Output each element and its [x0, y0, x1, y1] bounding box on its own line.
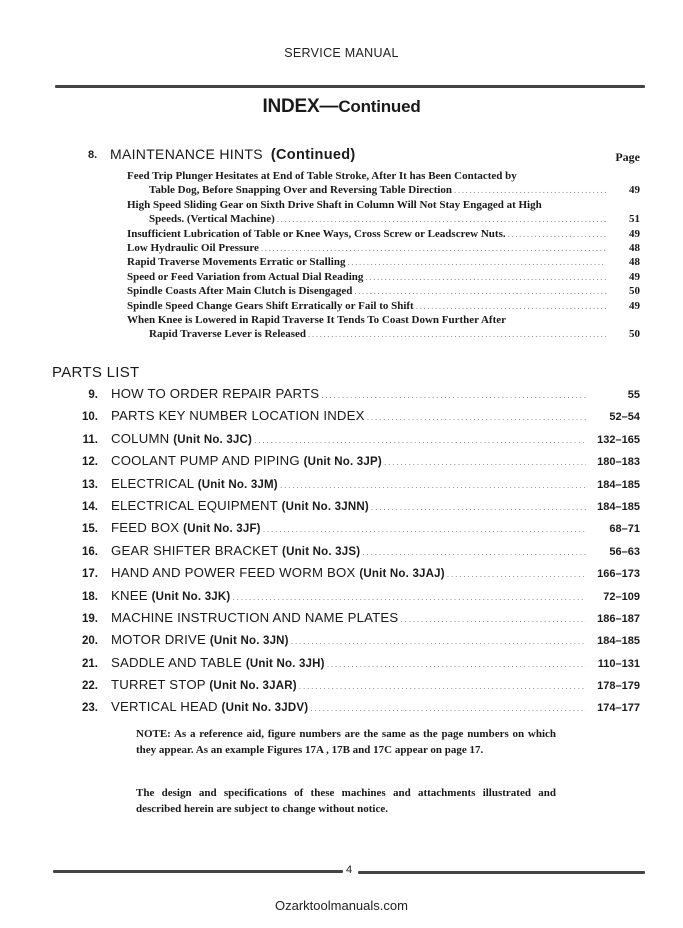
- hint-entry[interactable]: [127, 255, 640, 269]
- hint-entry[interactable]: [127, 270, 640, 284]
- dot-leader: [371, 502, 586, 512]
- hint-entry[interactable]: [127, 241, 640, 255]
- entry-number: 11.: [82, 433, 98, 446]
- dot-leader: [327, 659, 586, 669]
- hint-title: Speed or Feed Variation from Actual Dial Reading: [127, 270, 364, 283]
- parts-list-entry[interactable]: [70, 386, 640, 408]
- hint-page: 50: [629, 328, 640, 341]
- entry-pages: 132–165: [597, 433, 640, 446]
- hint-title: Insufficient Lubrication of Table or Knee Ways, Cross Screw or Leadscrew Nuts.: [127, 227, 506, 240]
- entry-number: 19.: [82, 612, 98, 625]
- dot-leader: [508, 227, 606, 241]
- dot-leader: [384, 457, 586, 467]
- hint-page: 48: [629, 256, 640, 269]
- entry-title: [111, 386, 319, 401]
- entry-pages: 184–185: [597, 500, 640, 513]
- entry-title: [111, 699, 308, 714]
- dot-leader: [291, 636, 586, 646]
- entry-unit: (Unit No. 3JP): [303, 456, 382, 469]
- dot-leader: [254, 435, 586, 445]
- dot-leader: [454, 183, 606, 197]
- entry-title-text: SADDLE AND TABLE: [111, 654, 242, 670]
- entry-number: 14.: [82, 500, 98, 513]
- entry-number: 21.: [82, 657, 98, 670]
- hint-title: Table Dog, Before Snapping Over and Reversing Table Direction: [149, 184, 453, 197]
- hint-entry[interactable]: [127, 169, 640, 198]
- parts-list-entry[interactable]: [70, 543, 640, 565]
- parts-list-entry[interactable]: [70, 588, 640, 610]
- parts-list-heading: PARTS LIST: [52, 364, 140, 381]
- entry-title-text: MACHINE INSTRUCTION AND NAME PLATES: [111, 609, 399, 625]
- hint-page: 49: [629, 270, 640, 283]
- entry-title: [111, 677, 297, 692]
- section-title: MAINTENANCE HINTS: [110, 146, 263, 162]
- entry-number: 13.: [82, 478, 98, 491]
- entry-number: 16.: [82, 545, 98, 558]
- hint-page: 49: [629, 227, 640, 240]
- entry-pages: 184–185: [597, 635, 640, 648]
- entry-unit: (Unit No. 3JC): [173, 433, 253, 446]
- dot-leader: [232, 592, 586, 602]
- entry-pages: 72–109: [603, 590, 640, 603]
- page-title: [0, 96, 683, 118]
- header-title: SERVICE MANUAL: [284, 46, 399, 60]
- dot-leader: [263, 524, 586, 534]
- entry-number: 10.: [82, 411, 98, 424]
- entry-title: [111, 632, 289, 647]
- footer-rule-right: [358, 871, 645, 874]
- footer-rule-left: [53, 870, 343, 873]
- maintenance-hints-list: [127, 169, 640, 342]
- header-rule: [55, 85, 645, 88]
- hint-title-line: Feed Trip Plunger Hesitates at End of Table Stroke, After It has Been Contacted by: [127, 170, 517, 182]
- entry-unit: (Unit No. 3JS): [282, 545, 361, 558]
- entry-title-text: COOLANT PUMP AND PIPING: [111, 453, 300, 469]
- parts-list: [70, 386, 640, 722]
- parts-list-entry[interactable]: [70, 498, 640, 520]
- entry-title-text: FEED BOX: [111, 520, 180, 536]
- entry-title: [111, 588, 230, 603]
- entry-title: [111, 520, 261, 535]
- entry-unit: (Unit No. 3JH): [245, 657, 325, 670]
- parts-list-entry[interactable]: [70, 655, 640, 677]
- entry-number: 17.: [82, 568, 98, 581]
- entry-pages: 180–183: [597, 456, 640, 469]
- hint-page: 51: [629, 213, 640, 226]
- dot-leader: [321, 390, 586, 400]
- entry-number: 20.: [82, 635, 98, 648]
- section-continued: (Continued): [270, 147, 356, 163]
- parts-list-entry[interactable]: [70, 408, 640, 430]
- hint-title-line: When Knee is Lowered in Rapid Traverse It Tends To Coast Down Further After: [127, 314, 507, 327]
- parts-list-entry[interactable]: [70, 632, 640, 654]
- entry-pages: 56–63: [609, 545, 640, 558]
- entry-unit: (Unit No. 3JK): [151, 590, 231, 603]
- entry-title-text: ELECTRICAL: [111, 475, 194, 491]
- section-number: 8.: [88, 149, 98, 161]
- entry-pages: 52–54: [609, 411, 640, 424]
- dot-leader: [261, 241, 606, 255]
- entry-title-text: HOW TO ORDER REPAIR PARTS: [111, 386, 320, 401]
- page-title-continued: Continued: [338, 97, 421, 116]
- entry-pages: 178–179: [597, 680, 640, 693]
- hint-title: Rapid Traverse Lever is Released: [149, 328, 307, 341]
- hint-entry[interactable]: [127, 284, 640, 298]
- entry-pages: 184–185: [597, 478, 640, 491]
- entry-title: [111, 565, 445, 580]
- entry-title-text: GEAR SHIFTER BRACKET: [111, 542, 279, 558]
- entry-unit: (Unit No. 3JF): [183, 523, 261, 536]
- hint-title: Speeds. (Vertical Machine): [149, 213, 275, 226]
- entry-pages: 68–71: [609, 523, 640, 536]
- hint-entry[interactable]: [127, 313, 640, 342]
- parts-list-entry[interactable]: [70, 610, 640, 632]
- page-number: 4: [345, 864, 353, 876]
- hint-entry[interactable]: [127, 299, 640, 313]
- entry-title: [111, 498, 369, 513]
- entry-title-text: PARTS KEY NUMBER LOCATION INDEX: [111, 408, 365, 424]
- entry-title: [111, 453, 382, 468]
- entry-pages: 166–173: [597, 568, 640, 581]
- entry-unit: (Unit No. 3JAJ): [359, 568, 445, 581]
- hint-title: Spindle Speed Change Gears Shift Erratically or Fail to Shift: [127, 299, 414, 312]
- dot-leader: [447, 569, 586, 579]
- dot-leader: [277, 212, 606, 226]
- dot-leader: [310, 703, 586, 713]
- entry-title-text: MOTOR DRIVE: [111, 632, 207, 648]
- dot-leader: [416, 299, 606, 313]
- entry-title-text: TURRET STOP: [111, 677, 206, 693]
- hint-title: Spindle Coasts After Main Clutch is Disengaged: [127, 285, 353, 298]
- parts-list-entry[interactable]: [70, 677, 640, 699]
- entry-title-text: HAND AND POWER FEED WORM BOX: [111, 565, 356, 581]
- parts-list-entry[interactable]: [70, 476, 640, 498]
- entry-number: 22.: [82, 680, 98, 693]
- entry-number: 15.: [82, 523, 98, 536]
- entry-pages: 174–177: [597, 702, 640, 715]
- hint-page: 49: [629, 299, 640, 312]
- entry-number: 18.: [82, 590, 98, 603]
- entry-pages: 186–187: [597, 612, 640, 625]
- hint-entry[interactable]: [127, 227, 640, 241]
- entry-title: [111, 408, 365, 423]
- entry-pages: 55: [627, 389, 640, 401]
- entry-unit: (Unit No. 3JN): [209, 635, 289, 648]
- dot-leader: [299, 681, 586, 691]
- dot-leader: [362, 547, 586, 557]
- dot-leader: [354, 284, 606, 298]
- entry-number: 9.: [88, 389, 98, 401]
- hint-title: Rapid Traverse Movements Erratic or Stalling: [127, 256, 346, 269]
- hint-title-line: High Speed Sliding Gear on Sixth Drive Shaft in Column Will Not Stay Engaged at High: [127, 198, 542, 211]
- hint-page: 48: [629, 242, 640, 255]
- entry-title: [111, 543, 360, 558]
- dot-leader: [400, 614, 586, 624]
- entry-unit: (Unit No. 3JDV): [221, 702, 309, 715]
- entry-unit: (Unit No. 3JNN): [281, 500, 369, 513]
- entry-unit: (Unit No. 3JAR): [209, 680, 297, 693]
- entry-title-text: COLUMN: [111, 430, 170, 446]
- dot-leader: [280, 480, 586, 490]
- parts-list-entry[interactable]: [70, 520, 640, 542]
- dot-leader: [367, 412, 586, 422]
- entry-title: [111, 431, 252, 446]
- entry-number: 23.: [82, 702, 98, 715]
- parts-list-entry[interactable]: [70, 699, 640, 721]
- entry-title-text: KNEE: [111, 587, 148, 603]
- entry-title: [111, 655, 325, 670]
- hint-page: 50: [629, 285, 640, 298]
- page-title-main: INDEX—: [262, 96, 339, 117]
- entry-number: 12.: [82, 456, 98, 469]
- hint-page: 49: [629, 184, 640, 197]
- reference-note: NOTE: As a reference aid, figure numbers are the same as the page numbers on which they appear. As an example Figures 17A , 17B and 17C appear on page 17.: [136, 728, 556, 756]
- page-column-label: Page: [615, 150, 640, 164]
- hint-title: Low Hydraulic Oil Pressure: [127, 242, 259, 255]
- entry-unit: (Unit No. 3JM): [197, 478, 278, 491]
- disclaimer-note: The design and specifications of these machines and attachments illustrated and described herein are subject to change without notice.: [136, 787, 556, 815]
- section-heading: [110, 146, 356, 163]
- dot-leader: [308, 327, 606, 341]
- footer-website: Ozarktoolmanuals.com: [275, 898, 408, 913]
- entry-title: [111, 610, 398, 625]
- parts-list-entry[interactable]: [70, 431, 640, 453]
- parts-list-entry[interactable]: [70, 565, 640, 587]
- parts-list-entry[interactable]: [70, 453, 640, 475]
- dot-leader: [347, 255, 606, 269]
- entry-title: [111, 476, 278, 491]
- entry-title-text: VERTICAL HEAD: [111, 699, 218, 715]
- entry-pages: 110–131: [597, 657, 640, 670]
- dot-leader: [365, 270, 606, 284]
- hint-entry[interactable]: [127, 198, 640, 227]
- entry-title-text: ELECTRICAL EQUIPMENT: [111, 497, 278, 513]
